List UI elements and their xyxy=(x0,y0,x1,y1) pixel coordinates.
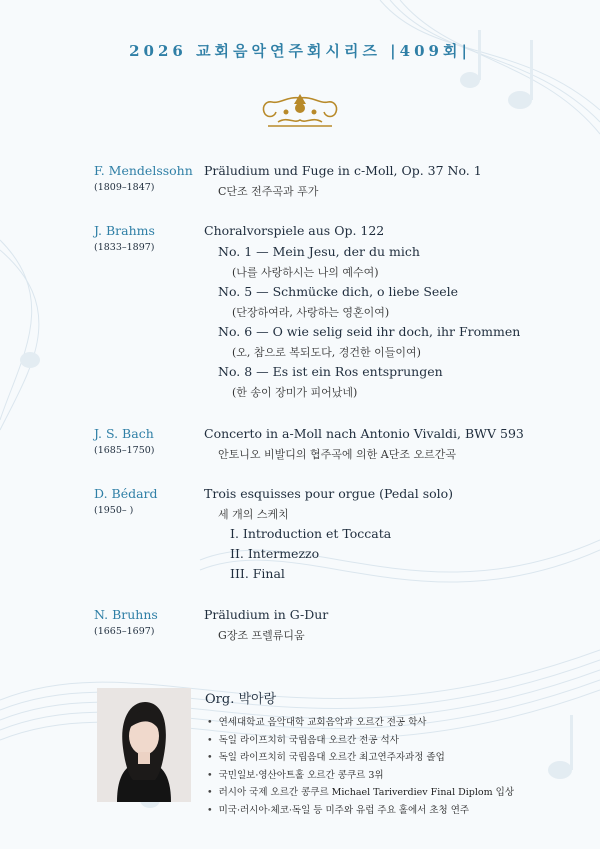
performer-name: Org. 박아랑 xyxy=(205,692,277,707)
movement-title: No. 8 — Es ist ein Ros entsprungen xyxy=(218,364,443,379)
bio-item: • 국민일보·영산아트홀 오르간 콩쿠르 3위 xyxy=(207,767,514,785)
bio-item: • 연세대학교 음악대학 교회음악과 오르간 전공 학사 xyxy=(207,714,514,732)
composer-years: (1809–1847) xyxy=(94,182,155,193)
work-title-korean: C단조 전주곡과 푸가 xyxy=(218,185,319,198)
work-title-korean: G장조 프렐류디움 xyxy=(218,629,305,642)
bio-item: • 미국·러시아·체코·독일 등 미주와 유럽 주요 홀에서 초청 연주 xyxy=(207,802,514,820)
movement-title: III. Final xyxy=(230,566,285,581)
performer-photo xyxy=(97,688,191,802)
composer-name: J. S. Bach xyxy=(94,426,154,441)
work-title-korean: 세 개의 스케치 xyxy=(218,508,289,521)
movement-title-korean: (한 송이 장미가 피어났네) xyxy=(232,386,358,399)
composer-years: (1685–1750) xyxy=(94,445,155,456)
movement-title: I. Introduction et Toccata xyxy=(230,526,392,541)
bio-item: • 독일 라이프치히 국립음대 오르간 최고연주자과정 졸업 xyxy=(207,749,514,767)
work-title: Concerto in a-Moll nach Antonio Vivaldi, BWV 593 xyxy=(204,426,524,441)
composer-name: J. Brahms xyxy=(94,223,155,238)
work-title: Präludium in G-Dur xyxy=(204,607,329,622)
portrait-image xyxy=(97,688,191,802)
movement-title-korean: (나를 사랑하시는 나의 예수여) xyxy=(232,266,379,279)
movement-title: No. 6 — O wie selig seid ihr doch, ihr Frommen xyxy=(218,324,521,339)
performer-bio-list xyxy=(207,714,514,820)
work-title: Choralvorspiele aus Op. 122 xyxy=(204,223,385,238)
movement-title: No. 5 — Schmücke dich, o liebe Seele xyxy=(218,284,459,299)
composer-name: F. Mendelssohn xyxy=(94,163,193,178)
composer-years: (1950– ) xyxy=(94,505,134,516)
page-title: 2026 교회음악연주회시리즈 |409회| xyxy=(129,42,471,60)
movement-title-korean: (오, 참으로 복되도다, 경건한 이들이여) xyxy=(232,346,421,359)
crown-ornament-icon xyxy=(258,92,342,132)
composer-name: N. Bruhns xyxy=(94,607,158,622)
composer-years: (1665–1697) xyxy=(94,626,155,637)
composer-years: (1833–1897) xyxy=(94,242,155,253)
bio-item: • 러시아 국제 오르간 콩쿠르 Michael Tariverdiev Final Diplom 입상 xyxy=(207,784,514,802)
work-title: Trois esquisses pour orgue (Pedal solo) xyxy=(204,486,454,501)
composer-name: D. Bédard xyxy=(94,486,158,501)
movement-title: II. Intermezzo xyxy=(230,546,320,561)
movement-title: No. 1 — Mein Jesu, der du mich xyxy=(218,244,420,259)
movement-title-korean: (단장하여라, 사랑하는 영혼이여) xyxy=(232,306,390,319)
bio-item: • 독일 라이프치히 국립음대 오르간 전공 석사 xyxy=(207,732,514,750)
work-title-korean: 안토니오 비발디의 협주곡에 의한 A단조 오르간곡 xyxy=(218,448,456,461)
work-title: Präludium und Fuge in c-Moll, Op. 37 No. 1 xyxy=(204,163,482,178)
